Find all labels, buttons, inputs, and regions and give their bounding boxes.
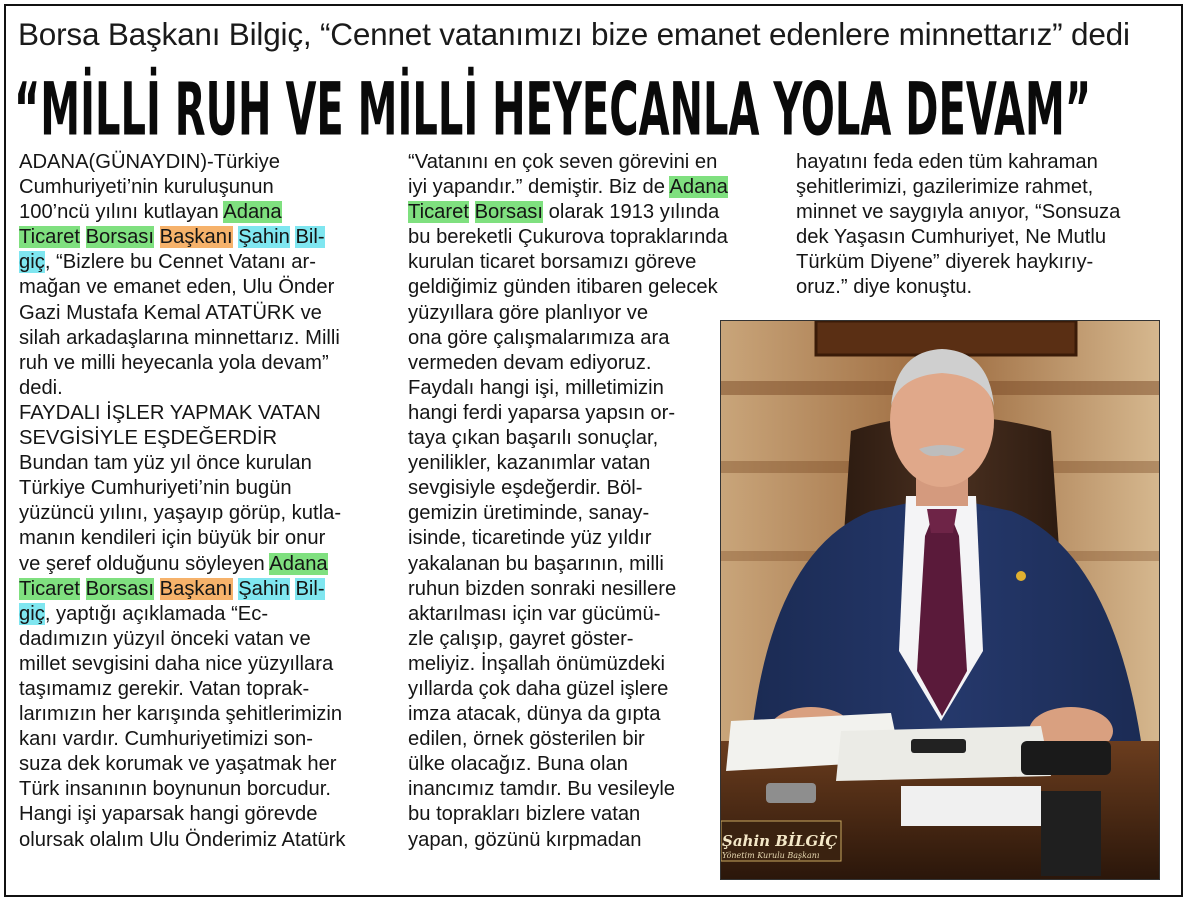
text-line: kurulan ticaret borsamızı göreve <box>408 251 697 274</box>
highlight-borsasi: Borsası <box>474 201 544 224</box>
text-line: geldiğimiz günden itibaren gelecek <box>408 276 718 299</box>
text-line <box>408 200 778 225</box>
text-line: taşımamız gerekir. Vatan toprak- <box>19 677 310 700</box>
article-headline: “MİLLİ RUH VE MİLLİ HEYECANLA YOLA DEVAM” <box>14 68 1092 153</box>
text-line <box>19 200 389 225</box>
text-run <box>80 578 86 600</box>
text-line: ona göre çalışmalarımıza ara <box>408 326 670 349</box>
text-line: Türkiye Cumhuriyeti’nin bugün <box>19 477 292 500</box>
text-line <box>19 552 389 577</box>
name-block <box>901 786 1041 826</box>
highlight-sahin: Şahin <box>238 577 290 600</box>
text-run <box>80 226 86 248</box>
text-line: imza atacak, dünya da gıpta <box>408 703 661 726</box>
highlight-baskani: Başkanı <box>159 577 233 600</box>
text-line: Hangi işi yaparsak hangi görevde <box>19 803 318 826</box>
text-line <box>19 602 389 627</box>
text-line: vermeden devam ediyoruz. <box>408 351 652 374</box>
text-run <box>154 226 160 248</box>
text-line: ülke olacağız. Buna olan <box>408 753 628 776</box>
text-line: bu toprakları bizlere vatan <box>408 803 641 826</box>
highlight-bilgic: giç <box>19 251 45 274</box>
text-line: aktarılması için var gücümü- <box>408 602 661 625</box>
portrait-illustration <box>721 321 1160 880</box>
text-line: kanı vardır. Cumhuriyetimizi son- <box>19 728 313 751</box>
text-line: millet sevgisini daha nice yüzyıllara <box>19 652 334 675</box>
text-line: hangi ferdi yaparsa yapsın or- <box>408 401 676 424</box>
text-line: ruhun bizden sonraki nesillere <box>408 577 677 600</box>
article-subtitle: Borsa Başkanı Bilgiç, “Cennet vatanımızı bize emanet edenlere minnettarız” dedi <box>18 16 1130 52</box>
text-line: şehitlerimizi, gazilerimize rahmet, <box>796 176 1094 199</box>
text-line: gemizin üretiminde, sanay- <box>408 502 650 525</box>
name-plate-text: Şahin BİLGİÇ <box>722 832 838 850</box>
text-line: zle çalışıp, gayret göster- <box>408 627 634 650</box>
text-line: Gazi Mustafa Kemal ATATÜRK ve <box>19 301 322 324</box>
text-line: dadımızın yüzyıl önceki vatan ve <box>19 627 311 650</box>
text-line: “Vatanını en çok seven görevini en <box>408 151 718 173</box>
desk-phone <box>1021 741 1111 775</box>
tie-knot <box>927 509 957 533</box>
text-line: Cumhuriyeti’nin kuruluşunun <box>19 176 274 199</box>
highlight-adana: Adana <box>269 552 328 575</box>
text-line: yıllarda çok daha güzel işlere <box>408 677 669 700</box>
highlight-baskani: Başkanı <box>159 226 233 249</box>
text-line <box>19 225 389 250</box>
text-line: dek Yaşasın Cumhuriyet, Ne Mutlu <box>796 226 1107 249</box>
highlight-borsasi: Borsası <box>85 577 155 600</box>
name-plate-subtext: Yönetim Kurulu Başkanı <box>722 851 820 860</box>
highlight-ticaret: Ticaret <box>19 577 80 600</box>
text-line: bu bereketli Çukurova topraklarında <box>408 226 728 249</box>
text-run: , “Bizlere bu Cennet Vatanı ar- <box>44 251 316 274</box>
portrait-photo <box>720 320 1160 880</box>
text-line: olursak olalım Ulu Önderimiz Atatürk <box>19 828 346 851</box>
text-line: dedi. <box>19 376 63 399</box>
article-column-3 <box>796 150 1166 301</box>
text-line <box>408 175 778 200</box>
pen-holder <box>1041 791 1101 876</box>
text-line: ruh ve milli heyecanla yola devam” <box>19 351 329 374</box>
text-line <box>19 577 389 602</box>
text-run: olarak 1913 yılında <box>543 201 720 224</box>
mobile-phone <box>911 739 966 753</box>
text-run: , yaptığı açıklamada “Ec- <box>44 602 269 625</box>
papers <box>836 726 1051 781</box>
section-heading: FAYDALI İŞLER YAPMAK VATAN <box>19 401 321 424</box>
text-line <box>19 250 389 275</box>
text-run: 100’ncü yılını kutlayan <box>19 201 224 224</box>
text-line: taya çıkan başarılı sonuçlar, <box>408 427 659 450</box>
highlight-adana: Adana <box>223 201 282 224</box>
highlight-bilgic: Bil- <box>295 577 325 600</box>
highlight-sahin: Şahin <box>238 226 290 249</box>
article-column-1 <box>19 150 389 853</box>
text-line: Bundan tam yüz yıl önce kurulan <box>19 452 312 475</box>
text-line: manın kendileri için büyük bir onur <box>19 527 326 550</box>
text-line: silah arkadaşlarına minnettarız. Milli <box>19 326 340 349</box>
highlight-bilgic: giç <box>19 602 45 625</box>
text-line: Türk insanının boynunun borcudur. <box>19 778 331 801</box>
text-line: Faydalı hangi işi, milletimizin <box>408 376 664 399</box>
text-line: inancımız tamdır. Bu vesileyle <box>408 778 676 801</box>
text-line: meliyiz. İnşallah önümüzdeki <box>408 652 665 675</box>
text-line: yüzyıllara göre planlıyor ve <box>408 301 649 324</box>
highlight-bilgic: Bil- <box>295 226 325 249</box>
text-line: ADANA(GÜNAYDIN)-Türkiye <box>19 151 280 173</box>
text-line: minnet ve saygıyla anıyor, “Sonsuza <box>796 201 1121 224</box>
section-heading: SEVGİSİYLE EŞDEĞERDİR <box>19 427 278 450</box>
lapel-pin <box>1016 571 1026 581</box>
text-line: Türküm Diyene” diyerek haykırıy- <box>796 251 1094 274</box>
text-line: yakalanan bu başarının, milli <box>408 552 664 575</box>
text-line: oruz.” diye konuştu. <box>796 276 973 299</box>
text-run <box>469 201 475 223</box>
text-line: larımızın her karışında şehitlerimizin <box>19 703 343 726</box>
highlight-ticaret: Ticaret <box>408 201 469 224</box>
text-line: mağan ve emanet eden, Ulu Önder <box>19 276 335 299</box>
text-line: suza dek korumak ve yaşatmak her <box>19 753 337 776</box>
text-run: ve şeref olduğunu söyleyen <box>19 552 270 575</box>
text-run: iyi yapandır.” demiştir. Biz de <box>408 176 670 199</box>
text-line: yenilikler, kazanımlar vatan <box>408 452 651 475</box>
text-line: isinde, ticaretinde yüz yıldır <box>408 527 652 550</box>
highlight-adana: Adana <box>669 176 728 199</box>
remote-device <box>766 783 816 803</box>
text-line: sevgisiyle eşdeğerdir. Böl- <box>408 477 643 500</box>
text-line: yapan, gözünü kırpmadan <box>408 828 642 851</box>
text-line: yüzüncü yılını, yaşayıp görüp, kutla- <box>19 502 342 525</box>
highlight-borsasi: Borsası <box>85 226 155 249</box>
text-line: hayatını feda eden tüm kahraman <box>796 151 1098 173</box>
highlight-ticaret: Ticaret <box>19 226 80 249</box>
text-run <box>154 578 160 600</box>
text-line: edilen, örnek gösterilen bir <box>408 728 645 751</box>
